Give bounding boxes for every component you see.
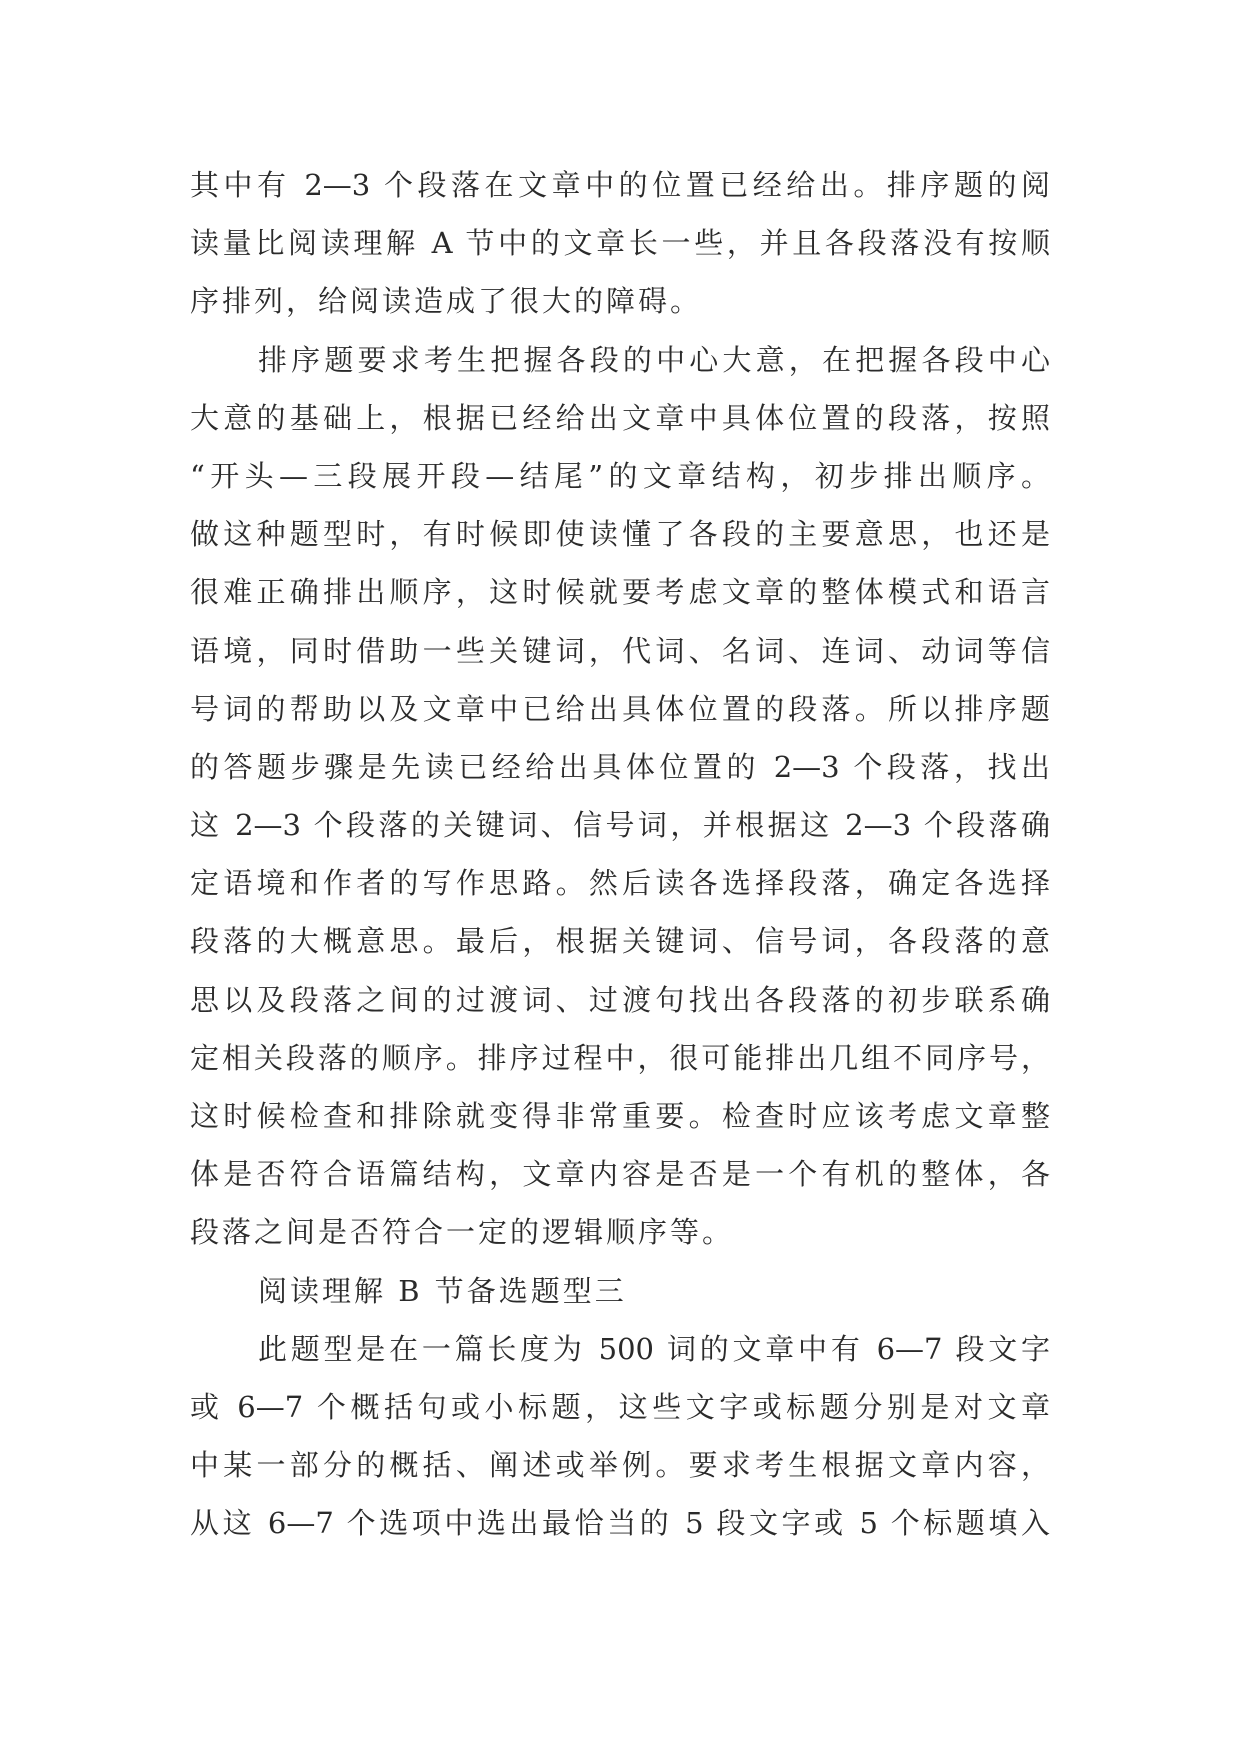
text-line: 从这 6—7 个选项中选出最恰当的 5 段文字或 5 个标题填入 — [190, 1506, 1050, 1541]
text-line: 号词的帮助以及文章中已给出具体位置的段落。所以排序题 — [190, 691, 1050, 726]
section-heading — [190, 1262, 1050, 1320]
text-line: 段落之间是否符合一定的逻辑顺序等。 — [190, 1215, 735, 1250]
text-line: 排序题要求考生把握各段的中心大意，在把握各段中心 — [258, 342, 1050, 377]
text-line: 或 6—7 个概括句或小标题，这些文字或标题分别是对文章 — [190, 1389, 1050, 1424]
text-line: 其中有 2—3 个段落在文章中的位置已经给出。排序题的阅 — [190, 168, 1050, 202]
text-line: 思以及段落之间的过渡词、过渡句找出各段落的初步联系确 — [190, 982, 1050, 1017]
text-line: 读量比阅读理解 A 节中的文章长一些，并且各段落没有按顺 — [190, 226, 1050, 261]
text-line: “开头—三段展开段—结尾”的文章结构，初步排出顺序。 — [190, 458, 1050, 493]
text-line: 定语境和作者的写作思路。然后读各选择段落，确定各选择 — [190, 866, 1050, 901]
text-line: 段落的大概意思。最后，根据关键词、信号词，各段落的意 — [190, 924, 1050, 959]
text-line: 的答题步骤是先读已经给出具体位置的 2—3 个段落，找出 — [190, 749, 1050, 784]
text-line: 很难正确排出顺序，这时候就要考虑文章的整体模式和语言 — [190, 575, 1050, 610]
text-line: 这时候检查和排除就变得非常重要。检查时应该考虑文章整 — [190, 1099, 1050, 1133]
text-line: 此题型是在一篇长度为 500 词的文章中有 6—7 段文字 — [258, 1331, 1050, 1366]
text-line: 定相关段落的顺序。排序过程中，很可能排出几组不同序号， — [190, 1040, 1050, 1075]
text-line: 体是否符合语篇结构，文章内容是否是一个有机的整体，各 — [190, 1157, 1050, 1192]
text-line: 大意的基础上，根据已经给出文章中具体位置的段落，按照 — [190, 400, 1050, 435]
text-line: 这 2—3 个段落的关键词、信号词，并根据这 2—3 个段落确 — [190, 808, 1050, 843]
document-body — [190, 156, 1050, 1553]
text-line: 阅读理解 B 节备选题型三 — [258, 1273, 627, 1308]
paragraph — [190, 331, 1050, 1262]
text-line: 语境，同时借助一些关键词，代词、名词、连词、动词等信 — [190, 633, 1050, 668]
text-line: 序排列，给阅读造成了很大的障碍。 — [190, 284, 703, 319]
paragraph — [190, 1320, 1050, 1553]
paragraph — [190, 156, 1050, 331]
text-line: 中某一部分的概括、阐述或举例。要求考生根据文章内容， — [190, 1448, 1050, 1483]
text-line: 做这种题型时，有时候即使读懂了各段的主要意思，也还是 — [190, 517, 1050, 552]
